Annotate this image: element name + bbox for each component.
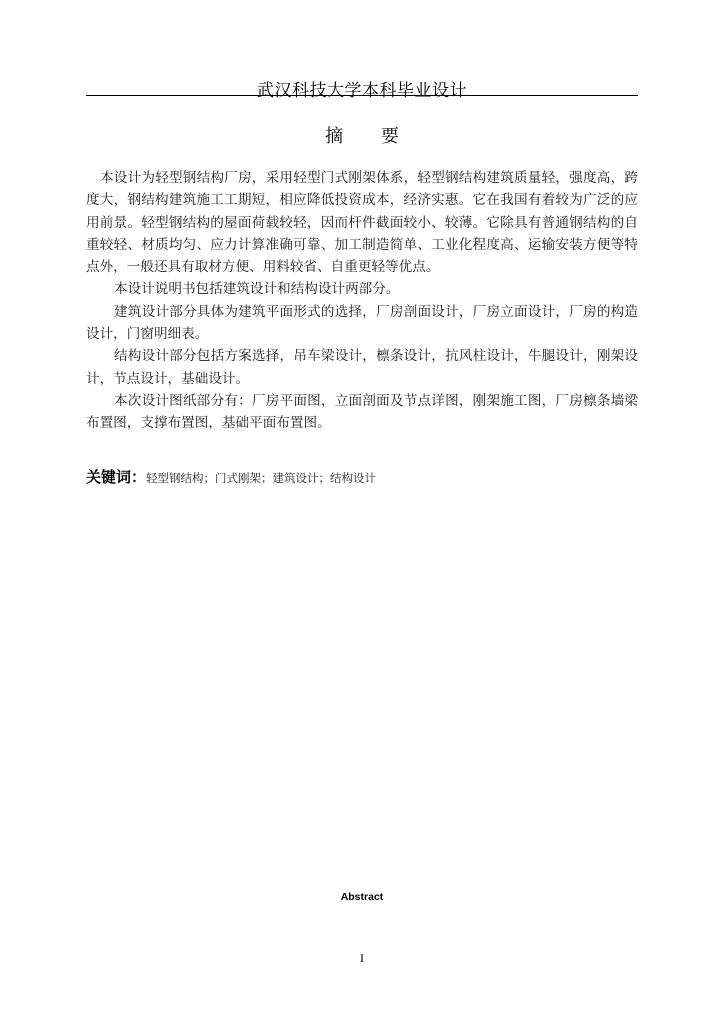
keywords-label: 关键词：	[86, 468, 147, 486]
abstract-heading: Abstract	[340, 891, 384, 903]
keywords-line	[86, 466, 638, 487]
paragraph: 本次设计图纸部分有：厂房平面图，立面剖面及节点详图，刚架施工图，厂房檩条墙梁布置图，支撑布置图，基础平面布置图。	[86, 392, 638, 432]
header-title: 武汉科技大学本科毕业设计	[257, 81, 467, 101]
paragraph: 本设计为轻型钢结构厂房，采用轻型门式刚架体系，轻型钢结构建筑质量轻，强度高，跨度大，钢结构建筑施工工期短，相应降低投资成本，经济实惠。它在我国有着较为广泛的应用前景。轻型钢结构的屋面荷载较轻，因而杆件截面较小、较薄。它除具有普通钢结构的自重较轻、材质均匀、应力计算准确可靠、加工制造简单、工业化程度高、运输安装方便等特点外，一般还具有取材方便、用料较省、自重更轻等优点。	[86, 170, 638, 276]
keywords-value: 轻型钢结构；门式刚架；建筑设计；结构设计	[146, 471, 377, 485]
paragraph: 本设计说明书包括建筑设计和结构设计两部分。	[114, 281, 400, 298]
header-rule	[86, 95, 638, 96]
abstract-body	[86, 167, 638, 435]
section-title: 摘 要	[325, 126, 415, 147]
paragraph: 结构设计部分包括方案选择，吊车梁设计，檩条设计，抗风柱设计，牛腿设计，刚架设计，节点设计，基础设计。	[86, 348, 638, 387]
paragraph: 建筑设计部分具体为建筑平面形式的选择，厂房剖面设计，厂房立面设计，厂房的构造设计，门窗明细表。	[86, 303, 638, 343]
page-number: I	[360, 951, 364, 965]
